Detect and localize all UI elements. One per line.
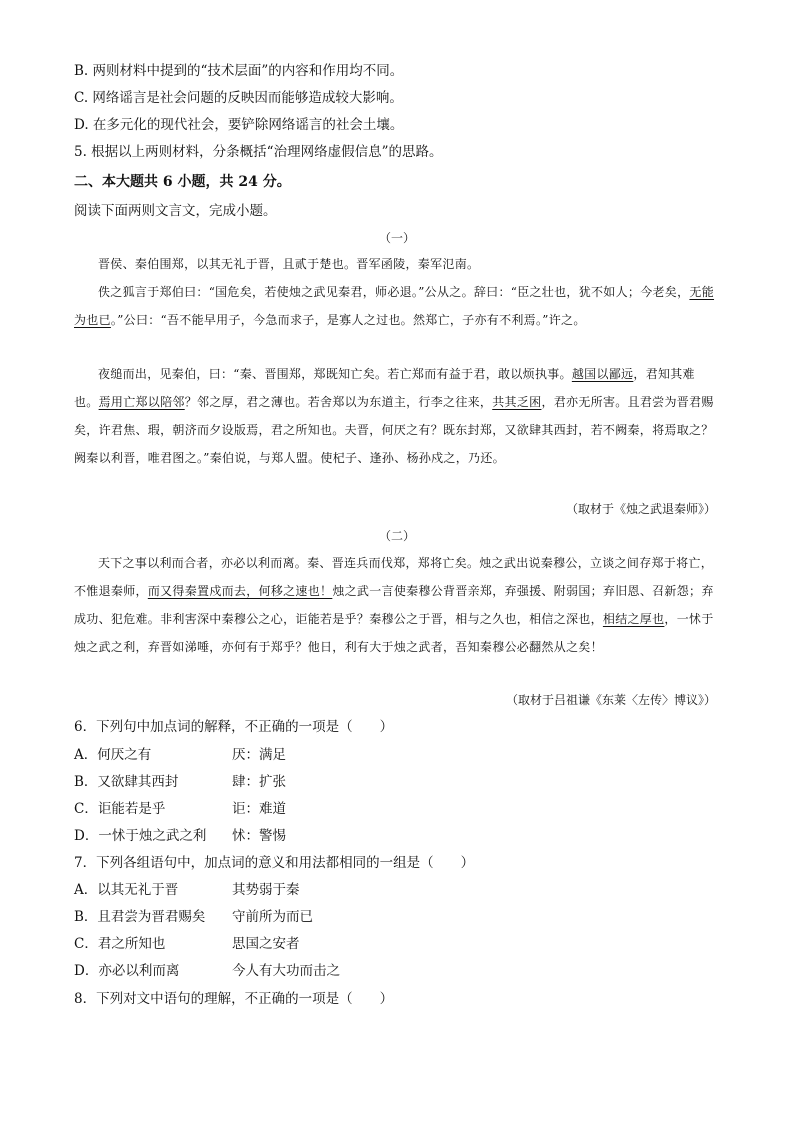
q7-option-a-label: A．以其无礼于晋: [74, 882, 179, 898]
q7-option-d-label: D．亦必以利而离: [74, 963, 180, 979]
passage-1-paragraph-3: [74, 360, 716, 472]
question-5: 5. 根据以上两则材料，分条概括“治理网络虚假信息”的思路。: [74, 144, 443, 160]
option-d: D. 在多元化的现代社会，要铲除网络谣言的社会土壤。: [74, 117, 404, 133]
q6-option-d-label: D．一怵于烛之武之利: [74, 828, 207, 844]
p3-text-c: ？邻之厚，君之薄也。若舍郑以为东道主，行李之往来，: [184, 395, 493, 409]
passage-2-paragraph: [74, 549, 716, 661]
question-7: 7．下列各组语句中，加点词的意义和用法都相同的一组是（ ）: [74, 855, 475, 871]
p2-1-text-b: 烛之武一言使秦穆公背晋亲郑，弃强援、附弱国；弃旧恩、召新怨；弃成功、犯危难。非利害深中秦穆公之心，讵能若是乎？秦穆公之于晋，相与之久也，相信之深也，: [74, 584, 714, 626]
q7-option-c: [74, 935, 300, 953]
q6-option-a: [74, 746, 286, 764]
p2-1-underlined-2: 相结之厚也: [602, 612, 665, 626]
passage-1-paragraph-1: 晋侯、秦伯围郑，以其无礼于晋，且贰于楚也。晋军函陵，秦军氾南。: [98, 257, 480, 271]
q7-option-a-answer: 其势弱于秦: [232, 882, 300, 898]
p2-1-text-c: ，一怵于烛之武之利，弃晋如涕唾，亦何有于郑乎？他日，利有大于烛之武者，吾知秦穆公必翻然从之矣！: [74, 612, 714, 654]
p2-text-a: 佚之狐言于郑伯曰：“国危矣，若使烛之武见秦君，师必退。”公从之。辞曰：“臣之壮也，犹不如人；今老矣，: [98, 285, 690, 299]
passage-2-source: （取材于吕祖谦《东莱〈左传〉博议》）: [505, 693, 716, 707]
q6-option-b: [74, 773, 286, 791]
q7-option-b: [74, 908, 313, 926]
p3-underlined-1: 越国以鄙远: [571, 367, 634, 381]
q6-option-b-label: B．又欲肆其西封: [74, 774, 179, 790]
instruction: 阅读下面两则文言文，完成小题。: [74, 203, 277, 219]
passage-1-label: （一）: [378, 231, 415, 245]
q6-option-c-answer: 讵：难道: [232, 801, 286, 817]
q7-option-a: [74, 881, 300, 899]
q7-option-b-label: B．且君尝为晋君赐矣: [74, 909, 206, 925]
q7-option-b-answer: 守前所为而已: [232, 909, 313, 925]
q6-option-b-answer: 肆：扩张: [232, 774, 286, 790]
passage-1-source: （取材于《烛之武退秦师》）: [565, 502, 716, 516]
q6-option-c-label: C．讵能若是乎: [74, 801, 166, 817]
p3-text-b: ，君知其难也。: [74, 367, 695, 409]
q7-option-c-answer: 思国之安者: [232, 936, 300, 952]
p2-1-underlined-1: 而又得秦置戍而去，何移之速也！: [147, 584, 333, 598]
q7-option-d: [74, 962, 340, 980]
q6-option-a-answer: 厌：满足: [232, 747, 286, 763]
p3-underlined-2: 焉用亡郑以陪邻: [98, 395, 185, 409]
passage-1-paragraph-2: [74, 278, 716, 334]
q6-option-a-label: A．何厌之有: [74, 747, 152, 763]
q6-option-d: [74, 827, 286, 845]
section-two-heading: 二、本大题共 6 小题，共 24 分。: [74, 174, 291, 190]
question-8: 8．下列对文中语句的理解，不正确的一项是（ ）: [74, 991, 394, 1007]
option-c: C. 网络谣言是社会问题的反映因而能够造成较大影响。: [74, 90, 403, 106]
q7-option-d-answer: 今人有大功而击之: [232, 963, 340, 979]
p2-text-b: 。”公曰：“吾不能早用子，今急而求子，是寡人之过也。然郑亡，子亦有不利焉。”许之。: [110, 313, 586, 327]
q7-option-c-label: C．君之所知也: [74, 936, 166, 952]
p2-underlined: 无能为也已: [74, 285, 715, 327]
question-6: 6．下列句中加点词的解释，不正确的一项是（ ）: [74, 719, 394, 735]
p3-text-a: 夜缒而出，见秦伯，曰：“秦、晋围郑，郑既知亡矣。若亡郑而有益于君，敢以烦执事。: [98, 367, 572, 381]
p3-underlined-3: 共其乏困: [492, 395, 542, 409]
option-b: B. 两则材料中提到的“技术层面”的内容和作用均不同。: [74, 63, 404, 79]
p3-text-d: ，君亦无所害。且君尝为晋君赐矣，许君焦、瑕，朝济而夕设版焉，君之所知也。夫晋，何厌之有？既东封郑，又欲肆其西封，若不阙秦，将焉取之？阙秦以利晋，唯君图之。”秦伯说，与郑人盟。使杞子、逢孙、杨孙戍之，乃还。: [74, 395, 714, 465]
q6-option-c: [74, 800, 286, 818]
q6-option-d-answer: 怵：警惕: [232, 828, 286, 844]
p2-1-text-a: 天下之事以利而合者，亦必以利而离。秦、晋连兵而伐郑，郑将亡矣。烛之武出说秦穆公，立谈之间存郑于将亡，不惟退秦师，: [74, 556, 714, 598]
passage-2-label: （二）: [378, 529, 415, 543]
